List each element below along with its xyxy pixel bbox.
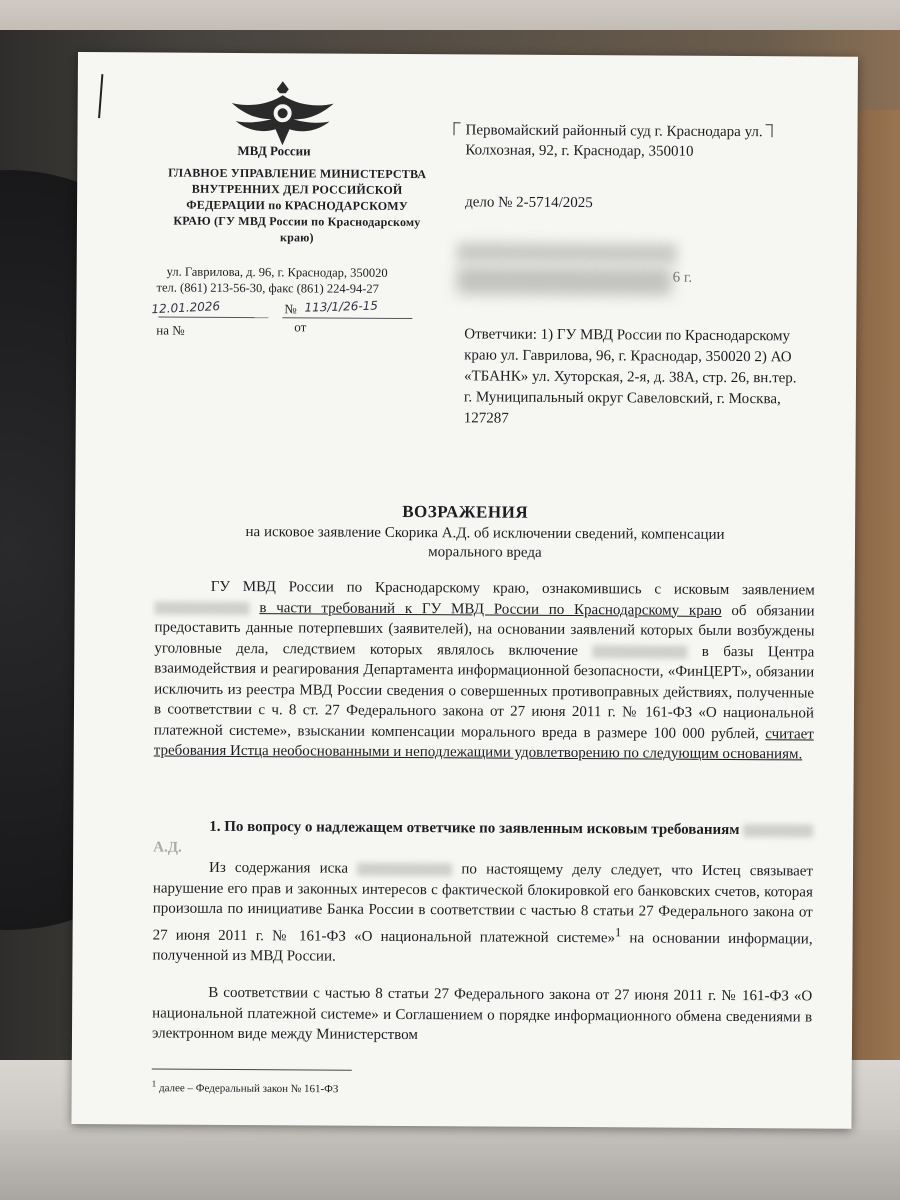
org-phone: тел. (861) 213-56-30, факс (861) 224-94-27 <box>156 280 379 296</box>
address-bracket-left <box>453 122 460 135</box>
org-address: ул. Гаврилова, д. 96, г. Краснодар, 350020 <box>166 264 388 280</box>
case-number: дело № 2-5714/2025 <box>465 194 593 212</box>
footnote-ref: 1 <box>615 924 622 939</box>
p2-redact-tail: А.Д. <box>153 838 182 856</box>
document-page <box>71 52 858 1129</box>
ref-number-label: на № <box>156 322 185 338</box>
redacted-name <box>592 645 687 659</box>
date-line <box>158 316 268 318</box>
p1-text-d: в базы Центра взаимодействия и реагирования Департамента информационной безопасности, «ФинЦЕРТ», обязании исключить из реестра МВД России сведения о совершенных противоправных действиях, полученные в соответствии с ч. 8 ст. 27 Федерального закона от 27 июня 2011 г. № 161-ФЗ «О национальной платежной системе», взыскании компенсации морального вреда в размере 100 000 рублей, <box>153 643 815 742</box>
p1-text-e: считает требования Истца необоснованными и неподлежащими удовлетворению по следующим основаниям. <box>153 725 814 763</box>
pen-mark <box>98 74 103 118</box>
redacted-name <box>743 824 813 837</box>
paragraph-2 <box>152 816 813 970</box>
p2-text-b: по настоящему делу следует, что Истец связывает нарушение его прав и законных интересов с фактической блокировкой его банковских счетов, которая произошла по инициативе Банка России в соответствии с частью 8 статьи 27 Федерального закона от 27 июня 2011 г. № 161-ФЗ «О национальной платежной системе» <box>152 861 814 946</box>
paragraph-1 <box>154 576 815 765</box>
handwritten-number: 113/1/26-15 <box>304 298 379 315</box>
p1-text-c: об обязании предоставить данные потерпевших (заявителей), на основании заявлений которых были возбуждены уголовные дела, следствием которых являлось включение <box>154 602 815 659</box>
redacted-tail: 6 г. <box>672 269 693 286</box>
document-subtitle: на исковое заявление Скорика А.Д. об исключении сведений, компенсации морального вреда <box>245 524 725 561</box>
p2-text-a: Из содержания иска <box>208 859 349 877</box>
redacted-plaintiff-name <box>457 242 677 263</box>
p1-text-a: ГУ МВД России по Краснодарскому краю, ознакомившись с исковым заявлением <box>210 578 815 599</box>
redacted-plaintiff-address <box>457 266 672 295</box>
paragraph-3: В соответствии с частью 8 статьи 27 Федерального закона от 27 июня 2011 г. № 161-ФЗ «О национальной платежной системе» и Соглашением о порядке информационного обмена сведениями в электронном виде между Министерством <box>151 984 813 1044</box>
redacted-name <box>155 601 250 615</box>
document-title: ВОЗРАЖЕНИЯ <box>402 501 529 522</box>
number-label: № <box>284 301 297 317</box>
footnote-divider <box>152 1068 352 1070</box>
handwritten-date: 12.01.2026 <box>151 299 221 317</box>
footnote-text: далее – Федеральный закон № 161-ФЗ <box>158 1082 339 1096</box>
footnote-marker: 1 <box>151 1078 157 1089</box>
p2-text-c: на основании информации, полученной из МВД России. <box>152 929 813 965</box>
court-address: Первомайский районный суд г. Краснодара ул. Колхозная, 92, г. Краснодар, 350010 <box>465 122 763 160</box>
org-full-name: ГЛАВНОЕ УПРАВЛЕНИЕ МИНИСТЕРСТВА ВНУТРЕННИХ ДЕЛ РОССИЙСКОЙ ФЕДЕРАЦИИ по КРАСНОДАРСКОМУ КРАЮ (ГУ МВД России по Краснодарскому краю) <box>168 165 427 245</box>
defendants-block: Ответчики: 1) ГУ МВД России по Краснодарскому краю ул. Гаврилова, 96, г. Краснодар, 350020 2) АО «ТБАНК» ул. Хуторская, 2-я, д. 38А, стр. 26, вн.тер. г. Муниципальный округ Савеловский, г. Москва, 127287 <box>463 326 797 427</box>
ref-date-label: от <box>294 319 307 335</box>
p1-text-b: в части требований к ГУ МВД России по Краснодарскому краю <box>259 599 722 619</box>
redacted-name <box>357 863 452 877</box>
footnote <box>152 1078 339 1095</box>
org-short-name: МВД России <box>237 142 311 159</box>
p2-heading: 1. По вопросу о надлежащем ответчике по заявленным исковым требованиям <box>209 818 740 839</box>
background-table-edge <box>0 1130 900 1200</box>
